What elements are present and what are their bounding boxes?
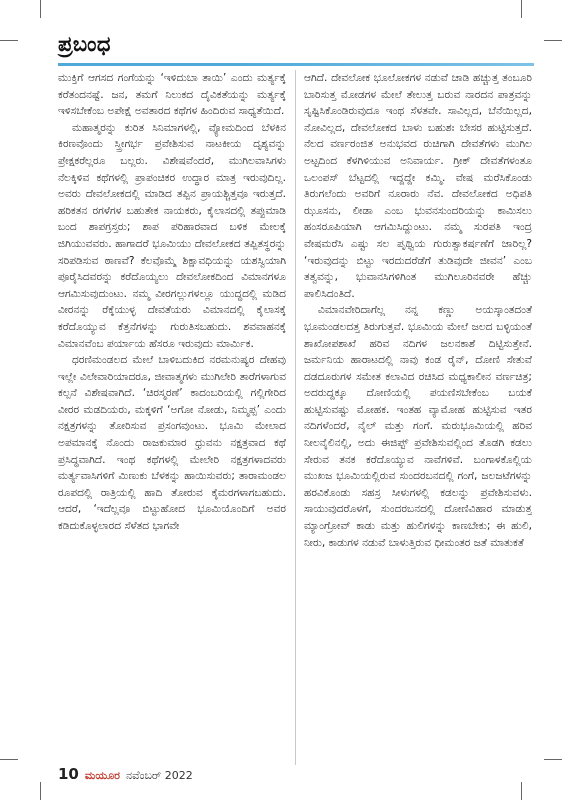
left-column — [58, 70, 286, 765]
section-header — [58, 32, 534, 57]
column-divider — [295, 70, 296, 765]
crop-mark — [544, 759, 562, 760]
paragraph: ವಿಮಾನವೇರಿದಾಗೆಲ್ಲ ನನ್ನ ಕಣ್ಣು ಅಯಸ್ಕಾಂತದಂತೆ ಭೂಮಂಡಲದತ್ತ ತಿರುಗುತ್ತವೆ. ಭೂಮಿಯ ಮೇಲೆ ಜಲದ ಬಳ್ಳಿಯಂತೆ ಶಾಖೋಪಶಾಖೆ ಹರಿವ ನದಿಗಳ ಜಲನಕಾಶೆ ದಿಟ್ಟಿಸುತ್ತೇನೆ. ಜರ್ಮನಿಯ ಹಾರಾಟದಲ್ಲಿ ನಾವು ಕಂಡ ರೈನ್, ದೋಣಿ ಸೇತುವೆ ದಡದೂರುಗಳ ಸಮೇತ ಕಲಾವಿದ ರಚಿಸಿದ ಮಧ್ಯಕಾಲೀನ ವರ್ಣಚಿತ್ರ; ಅದರುದ್ದಕ್ಕೂ ದೋಣಿಯಲ್ಲಿ ಪಯಣಿಸಬೇಕೆಂಬ ಬಯಕೆ ಹುಟ್ಟಿಸುವಷ್ಟು ಮೋಹಕ. ಇಂತಹ ವ್ಯಾಮೋಹ ಹುಟ್ಟಿಸುವ ಇತರ ನದಿಗಳೆಂದರೆ, ನೈಲ್ ಮತ್ತು ಗಂಗೆ. ಮರುಭೂಮಿಯಲ್ಲಿ ಹರಿವ ನೀಲನೈಲಿನಲ್ಲಿ, ಅದು ಈಜಿಪ್ಟ್ ಪ್ರವೇಶಿಸುವಲ್ಲಿಂದ ತೊಡಗಿ ಕಡಲು ಸೇರುವ ತನಕ ಕರೆದೊಯ್ಯುವ ನಾವೆಗಳಿವೆ. ಬಂಗಾಳಕೊಲ್ಲಿಯ ಮುಖಜ ಭೂಮಿಯಲ್ಲಿರುವ ಸುಂದರಬನದಲ್ಲಿ ಗಂಗೆ, ಜಲಜಟೆಗಳನ್ನು ಹರವಿಕೊಂಡು ಸಹಸ್ರ ಸೀಳುಗಳಲ್ಲಿ ಕಡಲನ್ನು ಪ್ರವೇಶಿಸುವಳು. ಸಾಯುವುದರೊಳಗೆ, ಸುಂದರಬನದಲ್ಲಿ ದೋಣಿವಿಹಾರ ಮಾಡುತ್ತ ಮ್ಯಾಂಗ್ರೋವ್ ಕಾಡು ಮತ್ತು ಹುಲಿಗಳನ್ನು ಕಾಣಬೇಕು; ಈ ಹುಲಿ, ನೀರು, ಕಾಡುಗಳ ನಡುವೆ ಬಾಳುತ್ತಿರುವ ಧೀಮಂತರ ಜತೆ ಮಾತುಕತೆ — [304, 304, 532, 549]
paragraph: ಮುಕ್ತಿಗೆ ಆಗಸದ ಗಂಗೆಯನ್ನು ‘ಇಳಿದುಬಾ ತಾಯಿ’ ಎಂದು ಮರ್ತ್ಯಕ್ಕೆ ಕರೆತಂದನಷ್ಟೆ. ಜನ, ತಮಗೆ ನಿಲುಕದ ದೈವಿಕತೆಯನ್ನು ಮರ್ತ್ಯಕ್ಕೆ ಇಳಿಸಬೇಕೆಂಬ ಅಪೇಕ್ಷೆ ಅವತಾರದ ಕಥೆಗಳ ಹಿಂದಿರುವ ಸಾಧ್ಯತೆಯಿದೆ. — [58, 72, 286, 118]
paragraph: ಮಹಾತ್ಮರನ್ನು ಕುರಿತ ಸಿನಿಮಾಗಳಲ್ಲಿ, ವ್ಯೋಮದಿಂದ ಬೆಳಕಿನ ಕಿರಣವೊಂದು ಸ್ತ್ರೀಗರ್ಭ ಪ್ರವೇಶಿಸುವ ನಾಟಕೀಯ ದೃಶ್ಯವನ್ನು ಪ್ರೇಕ್ಷಕರೆಲ್ಲರೂ ಬಲ್ಲರು. ವಿಶೇಷವೆಂದರೆ, ಮುಗಿಲವಾಸಿಗಳು ನೆಲಕ್ಕಿಳಿವ ಕಥೆಗಳಲ್ಲಿ ಪ್ರಾಪಂಚಿಕರ ಉದ್ಧಾರ ಮಾತ್ರ ಇರುವುದಿಲ್ಲ. ಅವರು ದೇವಲೋಕದಲ್ಲಿ ಮಾಡಿದ ತಪ್ಪಿನ ಪ್ರಾಯಶ್ಚಿತ್ತವೂ ಇರುತ್ತದೆ. ಹರಿಕತನ ರಗಳೆಗಳ ಬಹುತೇಕ ನಾಯಕರು, ಕೈಲಾಸದಲ್ಲಿ ತಪ್ಪುಮಾಡಿ ಬಂದ ಶಾಪಗ್ರಸ್ತರು; ಶಾಪ ಪರಿಹಾರವಾದ ಬಳಿಕ ಮೇಲಕ್ಕೆ ಜಿಗಿಯುವವರು. ಹಾಗಾದರೆ ಭೂಮಿಯು ದೇವಲೋಕದ ತಪ್ಪಿತಸ್ಥರನ್ನು ಸರಿಪಡಿಸುವ ಠಾಣವೆ? ಕೆಲವೊಮ್ಮೆ ಶಿಕ್ಷಾವಧಿಯನ್ನು ಯಶಸ್ವಿಯಾಗಿ ಪೂರೈಸಿದವರನ್ನು ಕರೆದೊಯ್ಯಲು ದೇವಲೋಕದಿಂದ ವಿಮಾನಗಳೂ ಆಗಮಿಸುವುದುಂಟು. ನಮ್ಮ ವೀರಗಲ್ಲುಗಳಲ್ಲೂ ಯುದ್ಧದಲ್ಲಿ ಮಡಿದ ವೀರನನ್ನು ರೆಕ್ಕೆಯುಳ್ಳ ದೇವತೆಯರು ವಿಮಾನದಲ್ಲಿ ಕೈಲಾಸಕ್ಕೆ ಕರೆದೊಯ್ಯುವ ಕೆತ್ತನೆಗಳನ್ನು ಗುರುತಿಸಬಹುದು. ಶವವಾಹನಕ್ಕೆ ವಿಮಾನವೆಂಬ ಪರ್ಯಾಯ ಹೆಸರೂ ಇರುವುದು ಮಾರ್ಮಿಕ. — [58, 121, 286, 350]
crop-mark — [521, 782, 522, 800]
magazine-name: ಮಯೂರ — [84, 769, 120, 782]
page-number: 10 — [58, 765, 79, 783]
right-column — [304, 70, 532, 765]
section-title: ಪ್ರಬಂಧ — [58, 32, 111, 56]
article-body — [58, 70, 532, 765]
page-footer — [58, 765, 193, 783]
header-rule — [58, 63, 534, 66]
paragraph: ಧರಣಿಮಂಡಲದ ಮೇಲೆ ಬಾಳಿಬದುಕಿದ ನರಮನುಷ್ಯರ ದೇಹವು ಇಲ್ಲೇ ವಿಲೇವಾರಿಯಾದರೂ, ಜೀವಾತ್ಮಗಳು ಮುಗಿಲೇರಿ ತಾರೆಗಳಾಗುವ ಕಲ್ಪನೆ ವಿಶೇಷವಾಗಿದೆ. ‘ಚಿರಸ್ಮರಣೆ’ ಕಾದಂಬರಿಯಲ್ಲಿ ಗಲ್ಲಿಗೇರಿದ ವೀರರ ಮಡದಿಯರು, ಮಕ್ಕಳಿಗೆ ‘ಅಗೋ ನೋಡು, ನಿಮ್ಮಪ್ಪ’ ಎಂದು ನಕ್ಷತ್ರಗಳನ್ನು ತೋರಿಸುವ ಪ್ರಸಂಗವುಂಟು. ಭೂಮಿ ಮೇಲಾದ ಅಪಮಾನಕ್ಕೆ ನೊಂದು ರಾಜಕುಮಾರ ಧ್ರುವನು ನಕ್ಷತ್ರವಾದ ಕಥೆ ಪ್ರಸಿದ್ಧವಾಗಿದೆ. ಇಂಥ ಕಥೆಗಳಲ್ಲಿ ಮೇಲೇರಿ ನಕ್ಷತ್ರಗಳಾದವರು ಮರ್ತ್ಯವಾಸಿಗಳಿಗೆ ಮಿಣುಕು ಬೆಳಕನ್ನು ಹಾಯಿಸುವರು; ತಾರಾಮಂಡಲ ರೂಪದಲ್ಲಿ ರಾತ್ರಿಯಲ್ಲಿ ಹಾದಿ ತೋರುವ ಕೈಮರಗಳಾಗಬಹುದು. ಆದರೆ, ‘ಇದೆಲ್ಲವೂ ಬಿಟ್ಟುಹೋದ ಭೂಮಿಯೊಂದಿಗೆ ಅವರ ಕಡಿದುಕೊಳ್ಳಲಾರದ ಸೆಳೆತದ ಭಾಗವೇ — [58, 354, 286, 533]
crop-mark — [40, 0, 41, 18]
paragraph: ಆಗಿದೆ. ದೇವಲೋಕ ಭೂಲೋಕಗಳ ನಡುವೆ ಚಾಡಿ ಹಚ್ಚುತ್ತ ತಂಬೂರಿ ಬಾರಿಸುತ್ತ ಮೋಡಗಳ ಮೇಲೆ ತೇಲುತ್ತ ಬರುವ ನಾರದನ ಪಾತ್ರವನ್ನು ಸೃಷ್ಟಿಸಿಕೊಂಡಿರುವುದೂ ಇಂಥ ಸೆಳತವೇ. ಸಾವಿಲ್ಲದ, ಬೆನೆಯಿಲ್ಲದ, ನೋವಿಲ್ಲದ, ದೇವಲೋಕದ ಬಾಳು ಬಹುಶಃ ಬೇಸರ ಹುಟ್ಟಿಸುತ್ತದೆ. ನೆಲದ ವರ್ಣರಂಜಿತ ಅನುಭವದ ರುಚಿಗಾಗಿ ದೇವತೆಗಳು ಮುಗಿಲ ಅಟ್ಟದಿಂದ ಕೆಳಗಿಳಿಯುವ ಅನಿವಾರ್ಯ. ಗ್ರೀಕ್ ದೇವತೆಗಳಂತೂ ಒಲಂಪಸ್ ಬೆಟ್ಟದಲ್ಲಿ ಇದ್ದದ್ದೇ ಕಮ್ಮಿ. ವೇಷ ಮರೆಸಿಕೊಂಡು ತಿರುಗಲೆಂದು ಅವರಿಗೆ ನೂರಾರು ನೆವ. ದೇವಲೋಕದ ಅಧಿಪತಿ ಝೂಸನು, ಲೀಡಾ ಎಂಬ ಭುವನಸುಂದರಿಯನ್ನು ಕಾಮಿಸಲು ಹಂಸರೂಪಿಯಾಗಿ ಆಗಮಿಸಿದ್ದುಂಟು. ನಮ್ಮ ಸುರಪತಿ ಇಂದ್ರ ವೇಷಮರೆಸಿ ಎಷ್ಟು ಸಲ ಪೃಥ್ವಿಯ ಗುರುತ್ವಾಕರ್ಷಣೆಗೆ ಜಾರಿಲ್ಲ? ‘ಇರುವುದನ್ನು ಬಿಟ್ಟು ಇರದುದರೆಡೆಗೆ ತುಡಿವುದೇ ಜೀವನ’ ಎಂಬ ತತ್ವವನ್ನು, ಭುವಾನಸಿಗಳಿಗಿಂತ ಮುಗಿಲೂರಿನವರೇ ಹೆಚ್ಚು ಪಾಲಿಸಿದಂತಿದೆ. — [304, 72, 532, 300]
crop-mark — [40, 782, 41, 800]
crop-mark — [521, 0, 522, 18]
crop-mark — [0, 40, 18, 41]
issue-date: ನವೆಂಬರ್ 2022 — [125, 769, 193, 782]
crop-mark — [0, 759, 18, 760]
crop-mark — [544, 40, 562, 41]
